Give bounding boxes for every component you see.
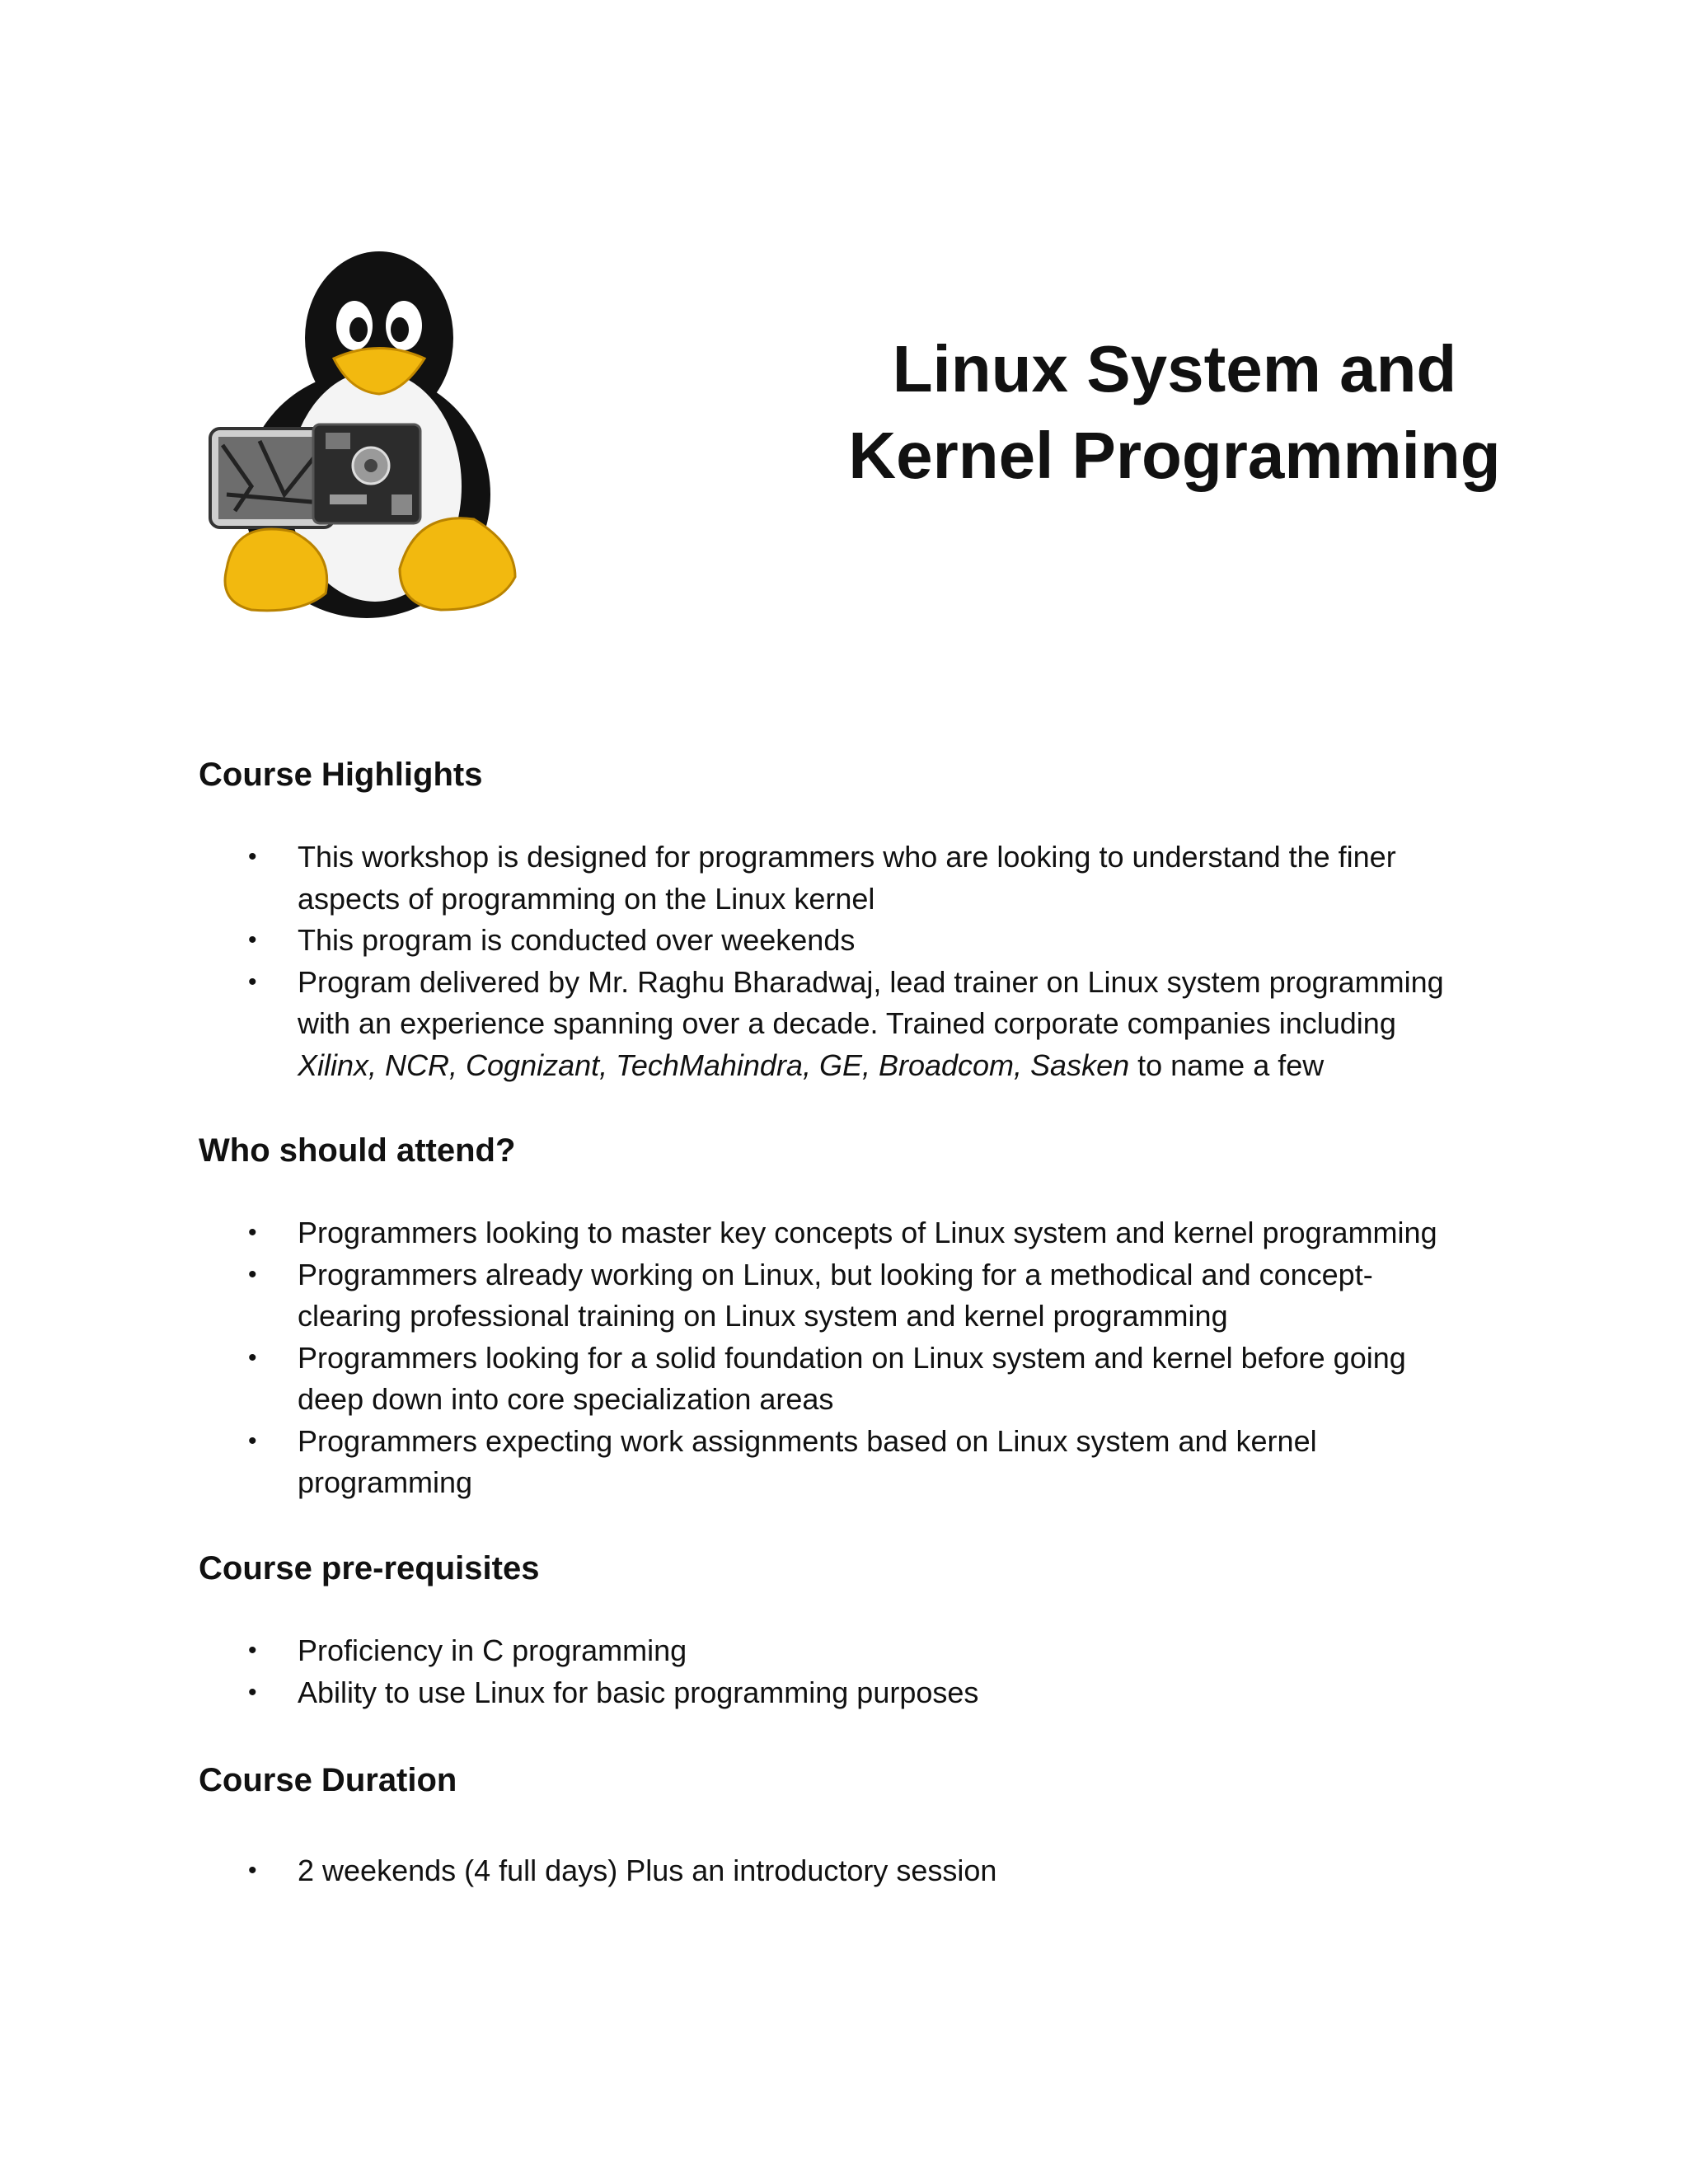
bullet-icon: • [248,843,257,870]
section-course-prerequisites [199,1548,1550,1713]
bullet-icon: • [248,1637,257,1664]
page-title [832,326,1517,499]
bullet-list [199,1850,1550,1892]
list-item: • Program delivered by Mr. Raghu Bharadwaj, lead trainer on Linux system programming with an experience spanning over a decade. Trained corporate companies including Xilinx, NCR, Cognizant, TechMahindra, GE, Broadcom, Sasken to name a few [199,962,1550,1087]
section-heading: Course Highlights [199,757,483,793]
bullet-icon: • [248,1678,257,1706]
bullet-icon: • [248,1219,257,1246]
bullet-icon: • [248,968,257,996]
list-item: • Programmers already working on Linux, but looking for a methodical and concept- clearing professional training on Linux system and kernel programming [199,1254,1550,1338]
section-heading: Course pre-requisites [199,1550,540,1586]
section-heading: Who should attend? [199,1132,516,1169]
list-item: • 2 weekends (4 full days) Plus an introductory session [199,1850,1550,1892]
title-line-1: Linux System and [892,332,1457,405]
tux-penguin-logo [202,247,532,626]
bullet-icon: • [248,1343,257,1371]
bullet-icon: • [248,926,257,954]
list-item: • This workshop is designed for programmers who are looking to understand the finer aspects of programming on the Linux kernel [199,837,1550,920]
section-course-highlights [199,754,1550,1086]
list-item: • Programmers looking to master key concepts of Linux system and kernel programming [199,1212,1550,1254]
section-course-duration [199,1760,1550,1892]
company-list: Xilinx, NCR, Cognizant, TechMahindra, GE, Broadcom, Sasken [298,1047,1130,1082]
list-item: • Proficiency in C programming [199,1630,1550,1672]
bullet-icon: • [248,1427,257,1455]
list-item: • Programmers expecting work assignments based on Linux system and kernel programming [199,1421,1550,1504]
list-item: • Ability to use Linux for basic programming purposes [199,1672,1550,1714]
bullet-icon: • [248,1857,257,1884]
bullet-list [199,837,1550,1086]
bullet-list [199,1630,1550,1713]
title-line-2: Kernel Programming [848,419,1501,492]
list-item: • Programmers looking for a solid foundation on Linux system and kernel before going deep down into core specialization areas [199,1338,1550,1421]
list-item: • This program is conducted over weekends [199,920,1550,962]
bullet-icon: • [248,1260,257,1288]
section-who-should-attend [199,1130,1550,1504]
bullet-list [199,1212,1550,1504]
section-heading: Course Duration [199,1762,457,1798]
